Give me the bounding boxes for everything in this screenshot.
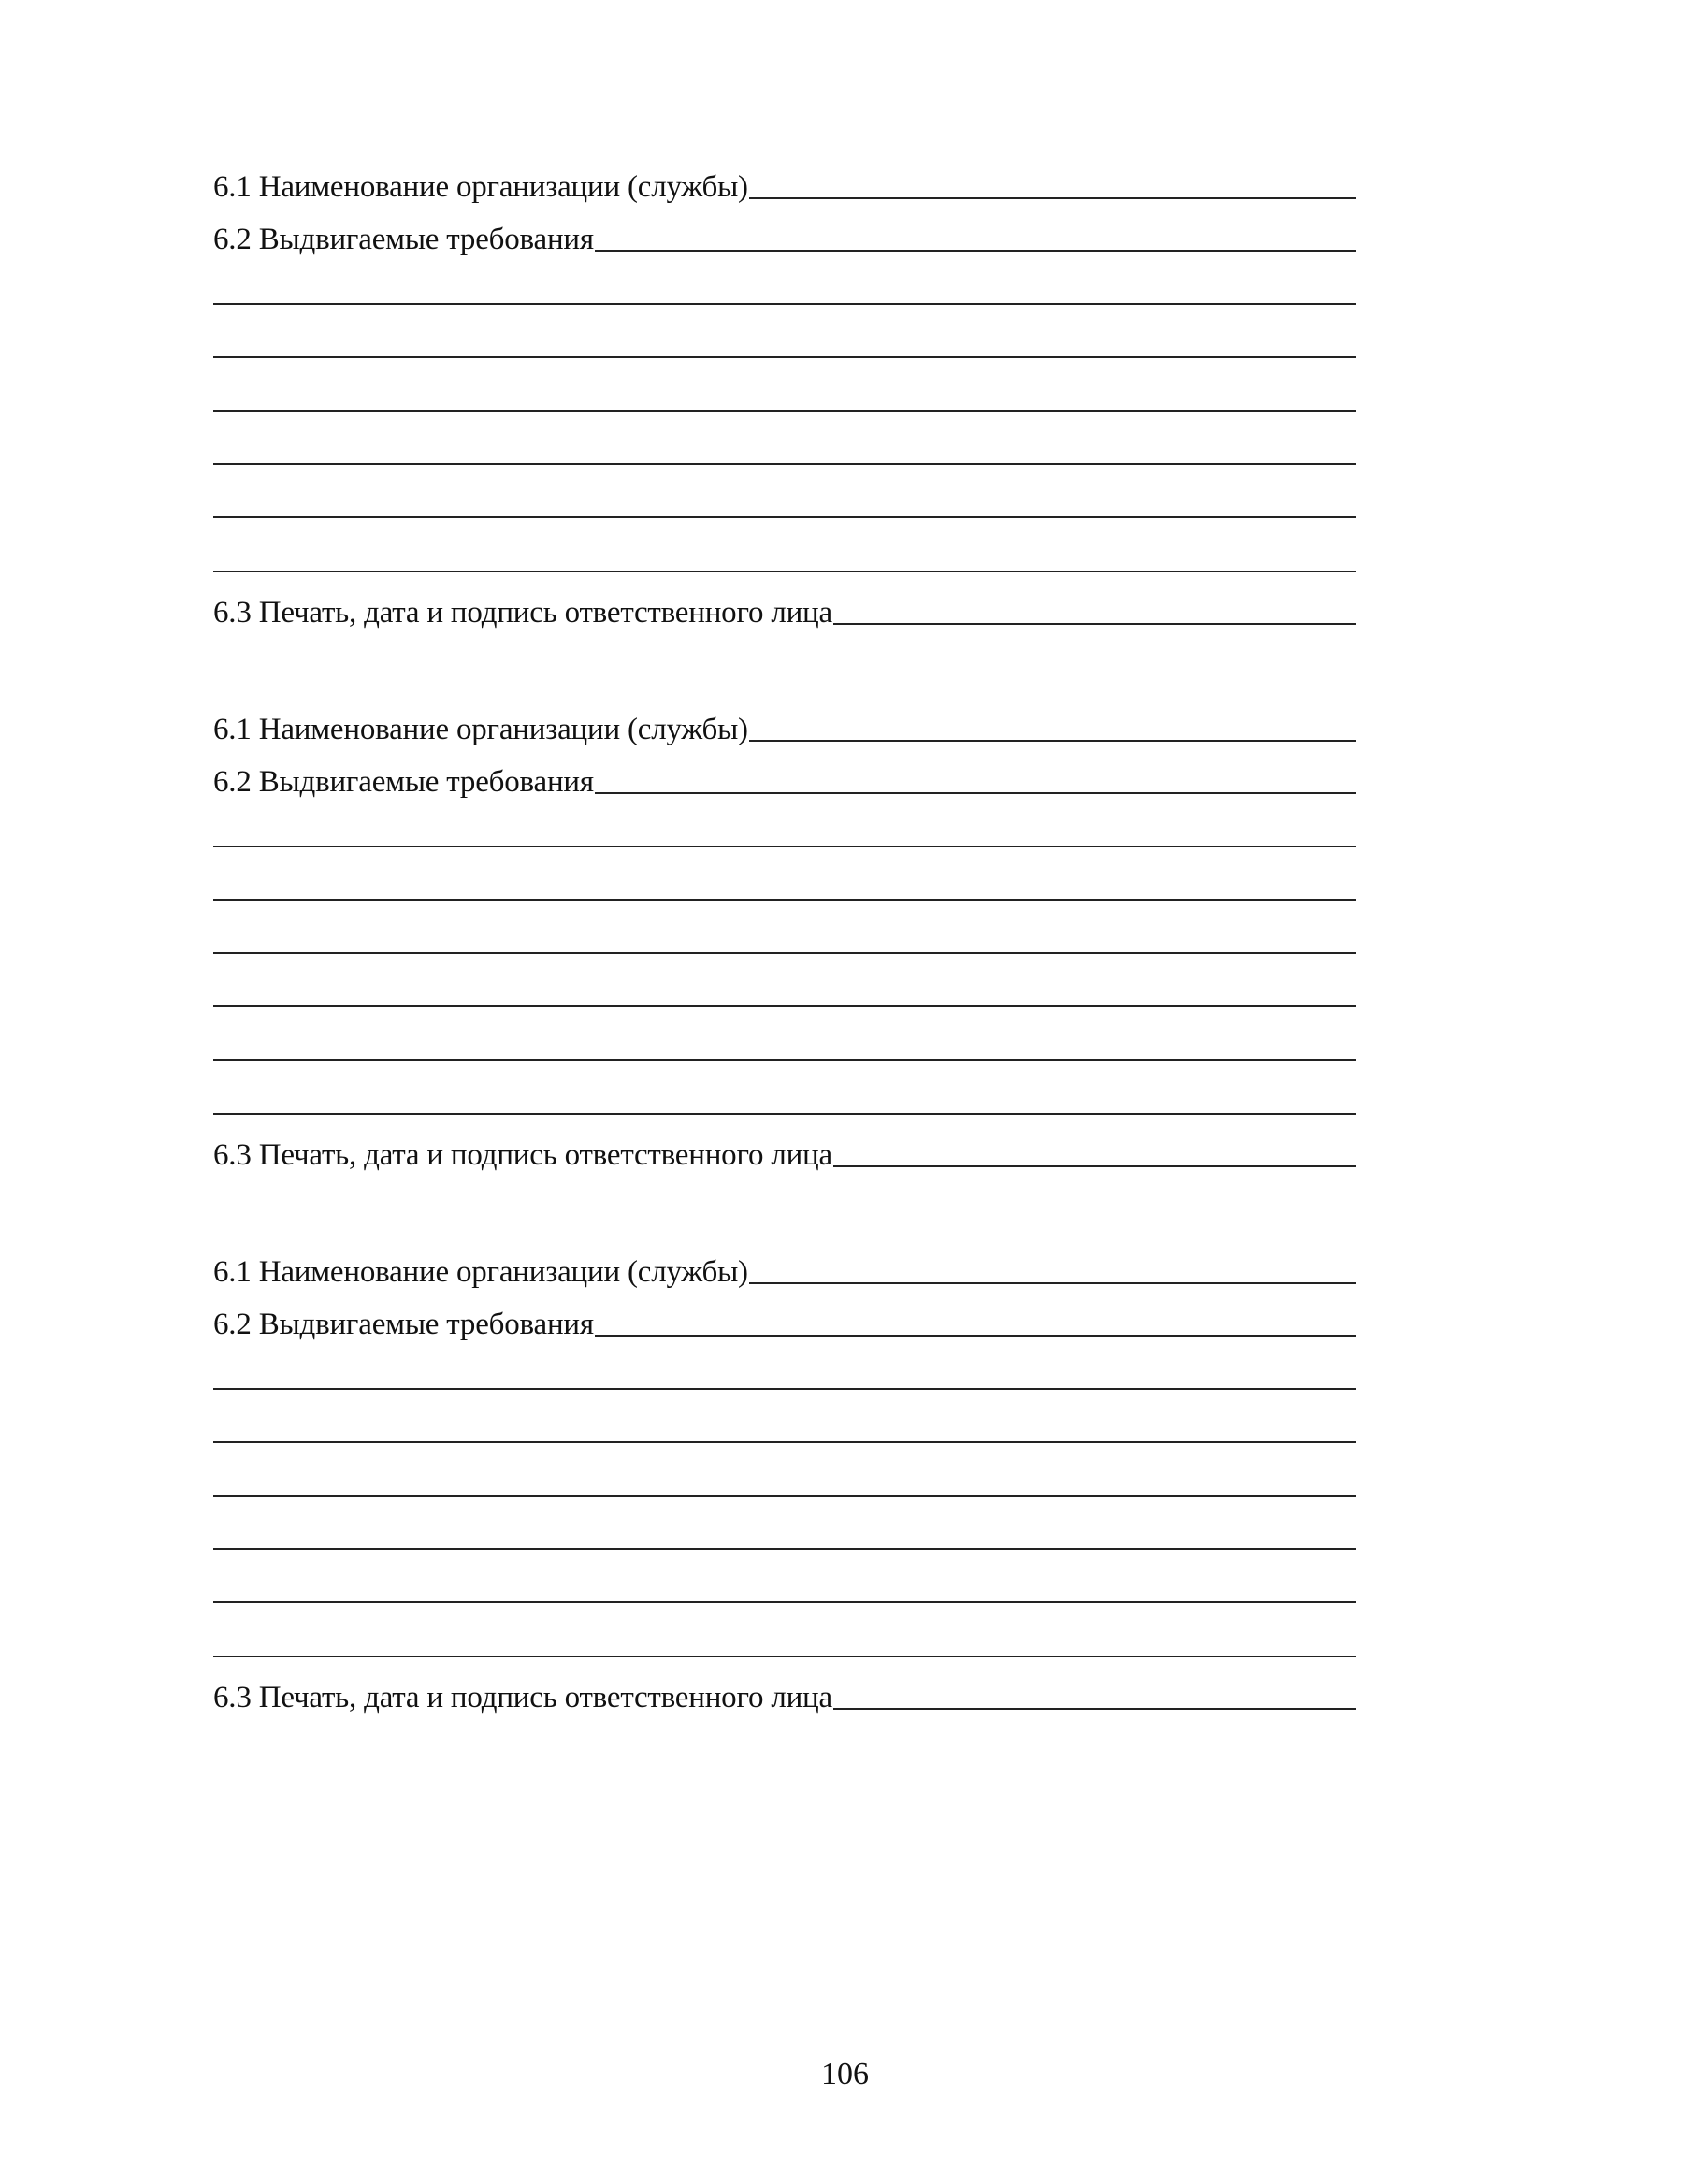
requirements-blank-line[interactable]	[213, 1005, 1356, 1007]
requirements-input-line[interactable]	[595, 250, 1356, 252]
signature-input-line[interactable]	[833, 623, 1356, 625]
requirements-blank-line[interactable]	[213, 1548, 1356, 1550]
page-number: 106	[821, 2057, 869, 2091]
requirements-field	[213, 221, 1356, 258]
requirements-blank-line[interactable]	[213, 846, 1356, 847]
signature-input-line[interactable]	[833, 1165, 1356, 1167]
organization-input-line[interactable]	[749, 197, 1356, 199]
organization-label: 6.1 Наименование организации (службы)	[213, 1255, 748, 1289]
signature-field	[213, 1679, 1356, 1716]
requirements-blank-line[interactable]	[213, 1059, 1356, 1061]
requirements-blank-line[interactable]	[213, 516, 1356, 518]
requirements-blank-line[interactable]	[213, 1601, 1356, 1603]
organization-field	[213, 168, 1356, 206]
signature-label: 6.3 Печать, дата и подпись ответственного лица	[213, 1681, 832, 1714]
requirements-blank-line[interactable]	[213, 356, 1356, 358]
signature-field	[213, 1136, 1356, 1174]
requirements-blank-line[interactable]	[213, 1495, 1356, 1497]
requirements-label: 6.2 Выдвигаемые требования	[213, 223, 594, 256]
organization-field	[213, 711, 1356, 748]
organization-input-line[interactable]	[749, 1282, 1356, 1284]
requirements-blank-line[interactable]	[213, 303, 1356, 305]
requirements-input-line[interactable]	[595, 1335, 1356, 1337]
signature-field	[213, 594, 1356, 631]
requirements-blank-line[interactable]	[213, 899, 1356, 901]
organization-label: 6.1 Наименование организации (службы)	[213, 713, 748, 746]
organization-label: 6.1 Наименование организации (службы)	[213, 170, 748, 204]
signature-input-line[interactable]	[833, 1708, 1356, 1710]
signature-label: 6.3 Печать, дата и подпись ответственного лица	[213, 1138, 832, 1172]
requirements-blank-line[interactable]	[213, 952, 1356, 954]
requirements-blank-line[interactable]	[213, 410, 1356, 412]
requirements-field	[213, 1306, 1356, 1343]
requirements-blank-line[interactable]	[213, 1113, 1356, 1115]
requirements-blank-line[interactable]	[213, 1441, 1356, 1443]
requirements-label: 6.2 Выдвигаемые требования	[213, 1308, 594, 1341]
signature-label: 6.3 Печать, дата и подпись ответственного лица	[213, 596, 832, 629]
requirements-input-line[interactable]	[595, 792, 1356, 794]
requirements-field	[213, 763, 1356, 801]
organization-field	[213, 1253, 1356, 1291]
requirements-blank-line[interactable]	[213, 1388, 1356, 1390]
requirements-label: 6.2 Выдвигаемые требования	[213, 765, 594, 799]
requirements-blank-line[interactable]	[213, 1656, 1356, 1657]
requirements-blank-line[interactable]	[213, 463, 1356, 465]
requirements-blank-line[interactable]	[213, 571, 1356, 572]
organization-input-line[interactable]	[749, 740, 1356, 742]
